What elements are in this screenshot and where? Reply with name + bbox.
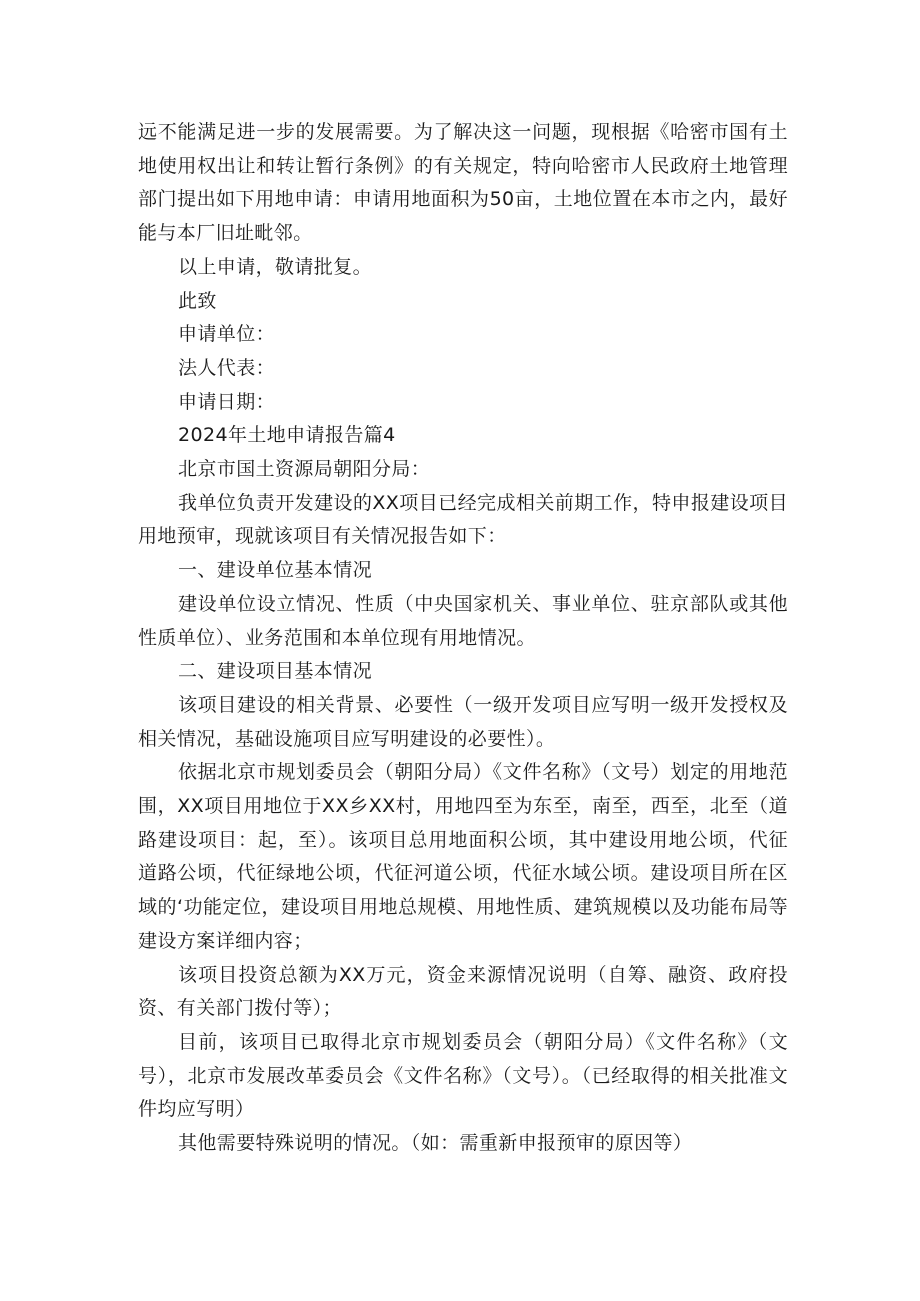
paragraph: 该项目建设的相关背景、必要性（一级开发项目应写明一级开发授权及相关情况，基础设施项目应写明建设的必要性）。 — [138, 693, 788, 750]
paragraph: 我单位负责开发建设的XX项目已经完成相关前期工作，特申报建设项目用地预审，现就该项目有关情况报告如下： — [138, 491, 788, 548]
paragraph: 其他需要特殊说明的情况。（如：需重新申报预审的原因等） — [178, 1132, 693, 1155]
document-body — [138, 116, 788, 1161]
paragraph: 目前，该项目已取得北京市规划委员会（朝阳分局）《文件名称》（文号），北京市发展改革委员会《文件名称》（文号）。（已经取得的相关批准文件均应写明） — [138, 1030, 788, 1121]
signature-field-label: 法人代表： — [178, 356, 276, 379]
signature-field-label: 申请单位： — [178, 323, 276, 346]
paragraph: 远不能满足进一步的发展需要。为了解决这一问题，现根据《哈密市国有土地使用权出让和转让暂行条例》的有关规定，特向哈密市人民政府土地管理部门提出如下用地申请：申请用地面积为50亩，土地位置在本市之内，最好能与本厂旧址毗邻。 — [138, 121, 788, 245]
addressee: 北京市国土资源局朝阳分局： — [178, 458, 431, 481]
paragraph: 以上申请，敬请批复。 — [178, 255, 373, 278]
section-heading: 二、建设项目基本情况 — [178, 660, 373, 683]
signature-field-label: 申请日期： — [178, 390, 276, 413]
section-title: 2024年土地申请报告篇4 — [178, 424, 396, 447]
section-heading: 一、建设单位基本情况 — [178, 559, 373, 582]
paragraph: 此致 — [178, 289, 217, 312]
paragraph: 建设单位设立情况、性质（中央国家机关、事业单位、驻京部队或其他性质单位）、业务范围和本单位现有用地情况。 — [138, 592, 788, 649]
paragraph: 依据北京市规划委员会（朝阳分局）《文件名称》（文号）划定的用地范围，XX项目用地位于XX乡XX村，用地四至为东至，南至，西至，北至（道路建设项目：起，至）。该项目总用地面积公顷，其中建设用地公顷，代征道路公顷，代征绿地公顷，代征河道公顷，代征水域公顷。建设项目所在区域的‘功能定位，建设项目用地总规模、用地性质、建筑规模以及功能布局等建设方案详细内容； — [138, 761, 788, 952]
paragraph: 该项目投资总额为XX万元，资金来源情况说明（自筹、融资、政府投资、有关部门拨付等）； — [138, 963, 788, 1020]
